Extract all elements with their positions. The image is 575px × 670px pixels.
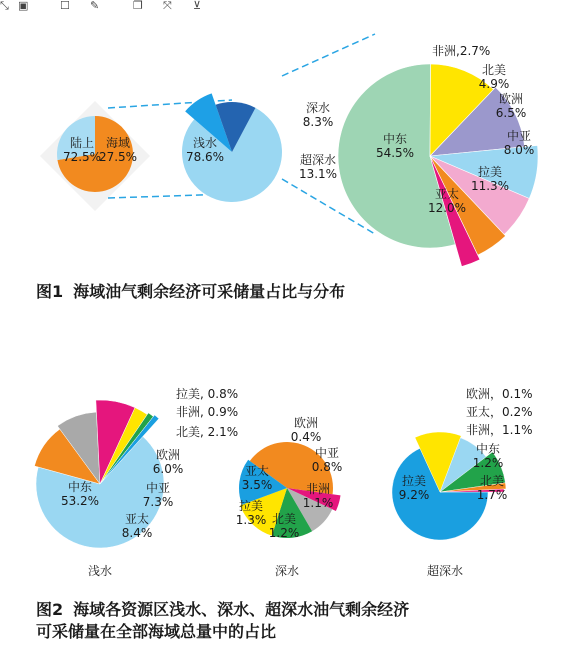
- slice-label-2: 深水: [305, 101, 331, 115]
- copy-icon[interactable]: ❐: [133, 0, 143, 12]
- slice-value-1: 54.5%: [375, 146, 415, 160]
- slice-label-6: 北美: [481, 63, 507, 77]
- slice-value-1: 72.5%: [62, 150, 102, 164]
- figure2-number: 图2: [36, 600, 64, 619]
- figure2-caption-line1: 海域各资源区浅水、深水、超深水油气剩余经济: [73, 600, 410, 619]
- figure1-pie-charts: [0, 16, 575, 276]
- slice-value-3: 1.2%: [472, 456, 504, 470]
- slice-label-5: 欧洲: [498, 92, 524, 106]
- slice-value-4: 8.0%: [503, 143, 535, 157]
- edit-icon[interactable]: ✎: [90, 0, 100, 12]
- slice-label-2: 亚太: [124, 512, 150, 526]
- slice-label-6: 非洲, 0.9%: [176, 405, 239, 419]
- slice-value-2: 12.0%: [427, 201, 467, 215]
- pie-ultra-deep: [392, 387, 533, 578]
- slice-label-2: 北美: [479, 474, 505, 488]
- slice-label-7: 非洲,2.7%: [432, 44, 491, 58]
- slice-value-3: 13.1%: [298, 167, 338, 181]
- slice-label-1: 中东: [67, 480, 93, 494]
- slice-value-5: 1.2%: [268, 526, 300, 540]
- figure2-pie-charts: [0, 380, 575, 590]
- slice-value-2: 8.4%: [121, 526, 153, 540]
- zoom-out-icon[interactable]: ⤡: [0, 0, 9, 12]
- pie-sea-regions: [338, 43, 538, 267]
- slice-value-5: 6.5%: [495, 106, 527, 120]
- slice-label-6: 欧洲，0.1%: [466, 387, 533, 401]
- pie-title: 超深水: [426, 564, 464, 578]
- slice-value-2: 0.4%: [290, 430, 322, 444]
- slice-label-3: 中东: [475, 442, 501, 456]
- pie-title: 深水: [274, 564, 300, 578]
- slice-value-1: 9.2%: [398, 488, 430, 502]
- crop-icon[interactable]: ⤧: [163, 0, 172, 12]
- pie-sea-depth: [182, 93, 337, 202]
- slice-label-2: 海域: [105, 136, 131, 150]
- slice-value-1: 78.6%: [185, 150, 225, 164]
- slice-label-3: 中亚: [145, 481, 171, 495]
- download-icon[interactable]: ⊻: [193, 0, 202, 12]
- figure1-number: 图1: [36, 282, 64, 301]
- figure1-caption-text: 海域油气剩余经济可采储量占比与分布: [73, 282, 346, 301]
- slice-label-1: 陆上: [69, 136, 95, 150]
- slice-label-6: 拉美: [238, 499, 264, 513]
- slice-label-4: 非洲，1.1%: [466, 423, 533, 437]
- figure2-caption: [36, 599, 409, 643]
- pie-shallow: [34, 386, 238, 578]
- slice-label-1: 亚太: [244, 464, 270, 478]
- slice-label-3: 超深水: [299, 153, 337, 167]
- slice-label-3: 中亚: [314, 446, 340, 460]
- slice-value-3: 11.3%: [470, 179, 510, 193]
- slice-label-1: 拉美: [401, 474, 427, 488]
- figure2-caption-line2: 可采储量在全部海域总量中的占比: [36, 622, 277, 641]
- slice-value-1: 3.5%: [241, 478, 273, 492]
- slice-value-6: 1.3%: [235, 513, 267, 527]
- slice-label-2: 欧洲: [293, 416, 319, 430]
- slice-label-3: 拉美: [477, 165, 503, 179]
- slice-label-2: 亚太: [434, 187, 460, 201]
- slice-label-4: 欧洲: [155, 448, 181, 462]
- slice-value-4: 1.1%: [302, 496, 334, 510]
- slice-label-1: 浅水: [192, 136, 218, 150]
- slice-value-3: 0.8%: [311, 460, 343, 474]
- figure1-caption: [36, 281, 345, 303]
- image-toolbar: [0, 0, 575, 14]
- slice-label-5: 亚太，0.2%: [466, 405, 533, 419]
- slice-value-2: 8.3%: [302, 115, 334, 129]
- image-icon[interactable]: ▣: [18, 0, 29, 12]
- pie-deep: [236, 416, 343, 578]
- slice-value-6: 4.9%: [478, 77, 510, 91]
- pie-title: 浅水: [87, 564, 113, 578]
- slice-value-2: 27.5%: [98, 150, 138, 164]
- slice-label-1: 中东: [382, 132, 408, 146]
- slice-label-5: 北美: [271, 512, 297, 526]
- slice-label-5: 北美, 2.1%: [176, 425, 239, 439]
- slice-label-4: 非洲: [305, 482, 331, 496]
- frame-icon[interactable]: ☐: [60, 0, 70, 12]
- slice-value-3: 7.3%: [142, 495, 174, 509]
- slice-value-4: 6.0%: [152, 462, 184, 476]
- slice-label-7: 拉美, 0.8%: [176, 387, 239, 401]
- connector-line-3: [282, 34, 375, 76]
- slice-value-1: 53.2%: [60, 494, 100, 508]
- slice-value-2: 1.7%: [476, 488, 508, 502]
- slice-label-4: 中亚: [506, 129, 532, 143]
